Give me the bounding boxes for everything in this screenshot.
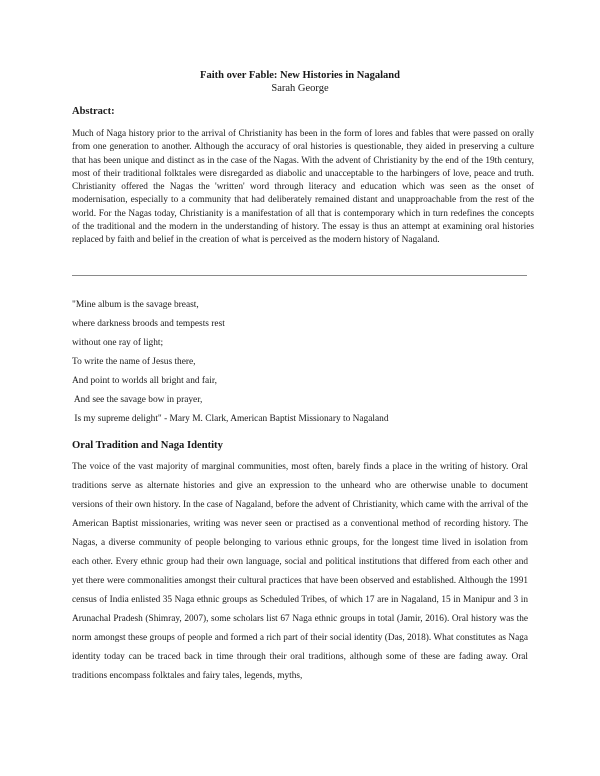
poem-line: "Mine album is the savage breast, — [72, 300, 199, 310]
paper-title: Faith over Fable: New Histories in Nagaland — [200, 70, 400, 81]
abstract-heading: Abstract: — [72, 106, 115, 117]
poem-line: To write the name of Jesus there, — [72, 357, 196, 367]
epigraph-poem — [72, 296, 532, 429]
poem-line: without one ray of light; — [72, 338, 164, 348]
poem-line: And see the savage bow in prayer, — [72, 395, 203, 405]
section-body-text: The voice of the vast majority of marginal communities, most often, barely finds a place in the writing of history. Oral traditions serve as alternate histories and give an expression to the unheard who are otherwise unable to document versions of their own history. In the case of Nagaland, before the advent of Christianity, which came with the arrival of the American Baptist missionaries, writing was never seen or practised as a conventional method of recording history. The Nagas, a diverse community of people belonging to various ethnic groups, for the longest time lived in isolation from each other. Every ethnic group had their own language, social and political institutions that differed from each other and yet there were commonalities amongst their cultural practices that have been observed and established. Although the 1991 census of India enlisted 35 Naga ethnic groups as Scheduled Tribes, of which 17 are in Nagaland, 15 in Manipur and 3 in Arunachal Pradesh (Shimray, 2007), some scholars list 67 Naga ethnic groups in total (Jamir, 2016). Oral history was the norm amongst these groups of people and formed a rich part of their social identity (Das, 2018). What constitutes as Naga identity today can be traced back in time through their oral traditions, although some of these are fading away. Oral traditions encompass folktales and fairy tales, legends, myths, — [72, 462, 528, 681]
poem-line-attribution: Is my supreme delight" - Mary M. Clark, American Baptist Missionary to Nagaland — [72, 414, 389, 424]
abstract-text: Much of Naga history prior to the arrival of Christianity has been in the form of lores and fables that were passed on orally from one generation to another. Although the accuracy of oral histories is questionable, they aided in preserving a culture that has been unique and distinct as in the case of the Nagas. With the advent of Christianity by the end of the 19th century, most of their traditional folktales were disregarded as diabolic and unacceptable to the harbingers of love, peace and truth. Christianity offered the Nagas the 'written' word through literacy and education which was seen as the onset of modernisation, especially to a community that had deliberately remained distant and unapproachable from the rest of the world. For the Nagas today, Christianity is a manifestation of all that is contemporary which in turn redefines the concepts of the traditional and the modern in the understanding of history. The essay is thus an attempt at examining oral histories replaced by faith and belief in the creation of what is perceived as the modern history of Nagaland. — [72, 129, 534, 246]
abstract-divider — [72, 275, 527, 276]
author-name: Sarah George — [271, 83, 329, 94]
poem-line: where darkness broods and tempests rest — [72, 319, 225, 329]
poem-line: And point to worlds all bright and fair, — [72, 376, 217, 386]
section-heading: Oral Tradition and Naga Identity — [72, 440, 223, 451]
